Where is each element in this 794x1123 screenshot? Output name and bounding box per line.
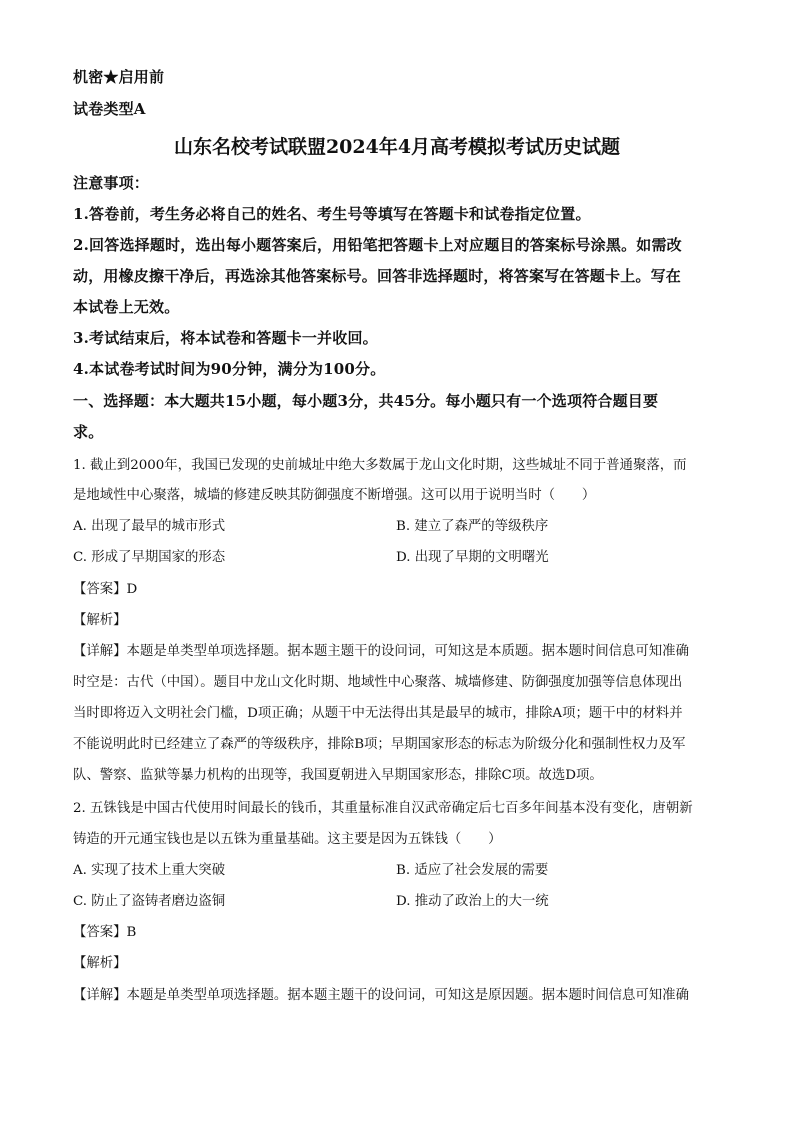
notes-line: 本试卷上无效。 — [73, 298, 180, 316]
q1-analysis-label: 【解析】 — [73, 613, 127, 628]
secret-label: 机密★启用前 — [73, 68, 165, 86]
q1-option-c: C. 形成了早期国家的形态 — [73, 550, 226, 565]
q1-stem-cont: 是地域性中心聚落，城墙的修建反映其防御强度不断增强。这可以用于说明当时（ ） — [73, 488, 596, 503]
paper-type-label: 试卷类型A — [73, 100, 146, 118]
q2-option-d: D. 推动了政治上的大一统 — [396, 894, 549, 909]
q1-option-a: A. 出现了最早的城市形式 — [73, 519, 226, 534]
q2-answer: 【答案】B — [73, 925, 137, 940]
q1-option-b: B. 建立了森严的等级秩序 — [396, 519, 549, 534]
notes-line: 3.考试结束后，将本试卷和答题卡一并收回。 — [73, 329, 378, 347]
q2-stem: 2. 五铢钱是中国古代使用时间最长的钱币，其重量标准自汉武帝确定后七百多年间基本没有变化，唐朝新 — [73, 801, 693, 816]
q2-option-a: A. 实现了技术上重大突破 — [73, 863, 226, 878]
exam-title: 山东名校考试联盟2024年4月高考模拟考试历史试题 — [173, 136, 621, 158]
q1-option-d: D. 出现了早期的文明曙光 — [396, 550, 549, 565]
section-heading-cont: 求。 — [73, 423, 104, 441]
q1-stem: 1. 截止到2000年，我国已发现的史前城址中绝大多数属于龙山文化时期，这些城址不同于普通聚落，而 — [73, 458, 687, 473]
q1-detail-line: 时空是：古代（中国）。题目中龙山文化时期、地域性中心聚落、城墙修建、防御强度加强等信息体现出 — [73, 675, 683, 690]
q1-detail-line: 【详解】本题是单类型单项选择题。据本题主题干的设问词，可知这是本质题。据本题时间信息可知准确 — [73, 644, 689, 659]
notes-line: 4.本试卷考试时间为90分钟，满分为100分。 — [73, 360, 386, 378]
q1-detail-line: 当时即将迈入文明社会门槛，D项正确；从题干中无法得出其是最早的城市，排除A项；题干中的材料并 — [73, 706, 683, 721]
q2-option-b: B. 适应了社会发展的需要 — [396, 863, 549, 878]
section-heading: 一、选择题：本大题共15小题，每小题3分，共45分。每小题只有一个选项符合题目要 — [73, 392, 659, 410]
q2-analysis-label: 【解析】 — [73, 956, 127, 971]
q2-stem-cont: 铸造的开元通宝钱也是以五铢为重量基础。这主要是因为五铢钱（ ） — [73, 832, 502, 847]
q1-detail-line: 队、警察、监狱等暴力机构的出现等，我国夏朝进入早期国家形态，排除C项。故选D项。 — [73, 768, 603, 783]
notes-line: 2.回答选择题时，选出每小题答案后，用铅笔把答题卡上对应题目的答案标号涂黑。如需改 — [73, 236, 682, 254]
q1-detail-line: 不能说明此时已经建立了森严的等级秩序，排除B项；早期国家形态的标志为阶级分化和强制性权力及军 — [73, 737, 686, 752]
q2-option-c: C. 防止了盗铸者磨边盗铜 — [73, 894, 226, 909]
q1-answer: 【答案】D — [73, 582, 138, 597]
notes-line: 动，用橡皮擦干净后，再选涂其他答案标号。回答非选择题时，将答案写在答题卡上。写在 — [73, 267, 682, 285]
notes-heading: 注意事项： — [73, 174, 150, 192]
q2-detail-line: 【详解】本题是单类型单项选择题。据本题主题干的设问词，可知这是原因题。据本题时间信息可知准确 — [73, 988, 689, 1003]
notes-line: 1.答卷前，考生务必将自己的姓名、考生号等填写在答题卡和试卷指定位置。 — [73, 205, 591, 223]
